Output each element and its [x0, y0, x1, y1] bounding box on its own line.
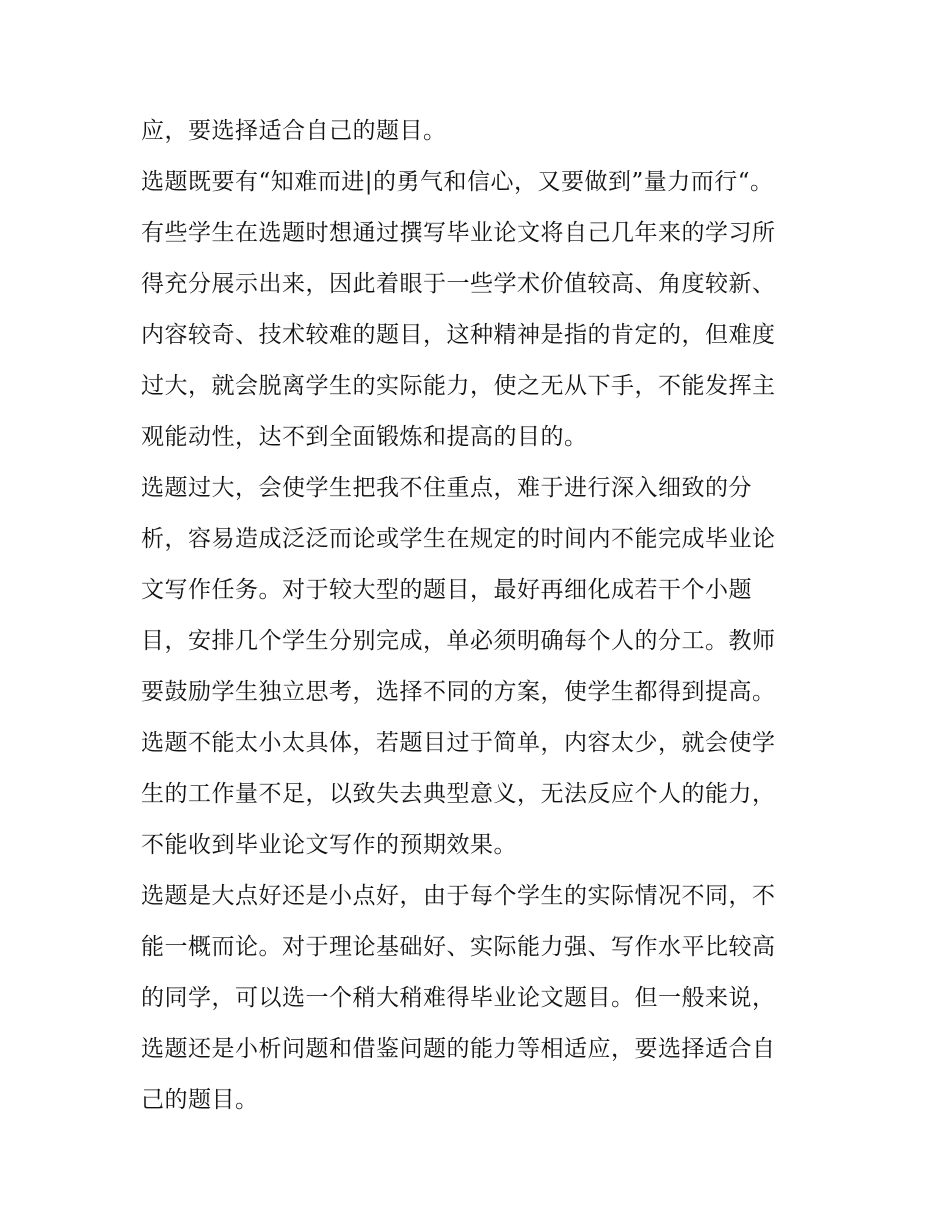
text-line-13: 选题不能太小太具体，若题目过于简单，内容太少，就会使学 [141, 730, 776, 756]
text-line-3: 有些学生在选题时想通过撰写毕业论文将自己几年来的学习所 [141, 220, 776, 246]
text-line-12: 要鼓励学生独立思考，选择不同的方案，使学生都得到提高。 [141, 679, 776, 705]
text-line-17: 能一概而论。对于理论基础好、实际能力强、写作水平比较高 [141, 934, 776, 960]
text-line-9: 析，容易造成泛泛而论或学生在规定的时间内不能完成毕业论 [141, 526, 776, 552]
document-body [141, 111, 821, 1131]
text-line-11: 目，安排几个学生分别完成，单必须明确每个人的分工。教师 [141, 628, 776, 654]
text-line-15: 不能收到毕业论文写作的预期效果。 [141, 832, 517, 858]
text-line-6: 过大，就会脱离学生的实际能力，使之无从下手，不能发挥主 [141, 373, 776, 399]
text-line-7: 观能动性，达不到全面锻炼和提高的目的。 [141, 424, 588, 450]
text-line-10: 文写作任务。对于较大型的题目，最好再细化成若干个小题 [141, 577, 752, 603]
text-line-8: 选题过大，会使学生把我不住重点，难于进行深入细致的分 [141, 475, 752, 501]
text-line-4: 得充分展示出来，因此着眼于一些学术价值较高、角度较新、 [141, 271, 776, 297]
text-line-19: 选题还是小析问题和借鉴问题的能力等相适应，要选择适合自 [141, 1036, 776, 1062]
text-line-1: 应，要选择适合自己的题目。 [141, 118, 447, 144]
text-line-16: 选题是大点好还是小点好，由于每个学生的实际情况不同，不 [141, 883, 776, 909]
text-line-20: 己的题目。 [141, 1087, 259, 1113]
text-line-18: 的同学，可以选一个稍大稍难得毕业论文题目。但一般来说， [141, 985, 776, 1011]
text-line-5: 内容较奇、技术较难的题目，这种精神是指的肯定的，但难度 [141, 322, 776, 348]
text-line-2: 选题既要有“知难而进|的勇气和信心，又要做到”量力而行“。 [141, 169, 774, 195]
text-line-14: 生的工作量不足，以致失去典型意义，无法反应个人的能力， [141, 781, 776, 807]
